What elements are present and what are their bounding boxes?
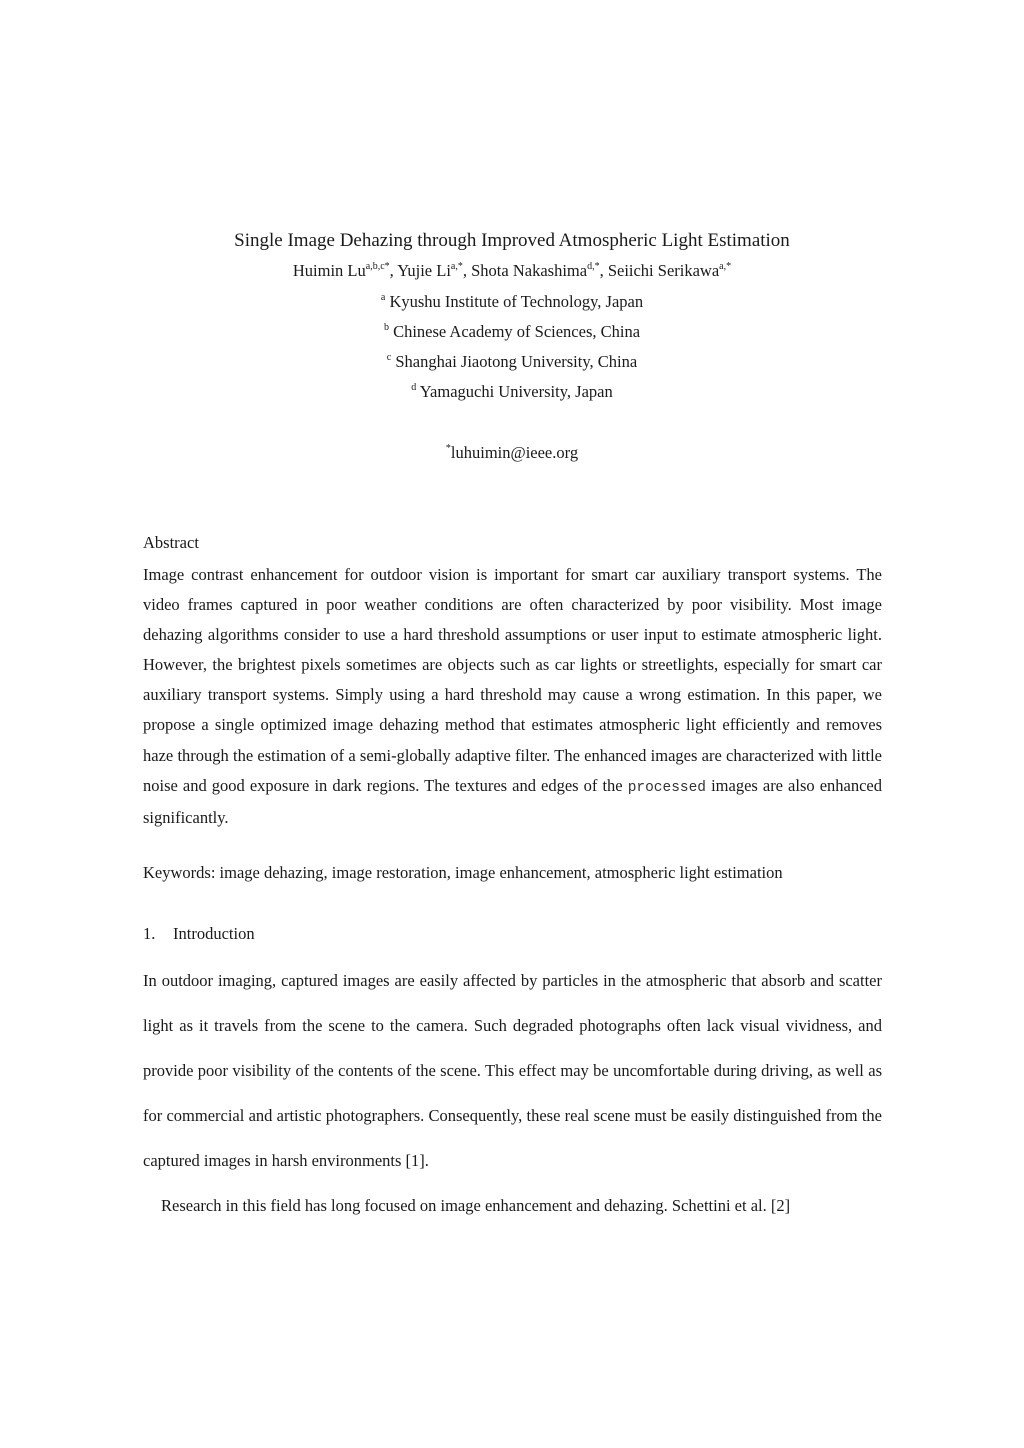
author-name: Shota Nakashima <box>471 261 588 280</box>
affiliation <box>0 292 1024 312</box>
abstract-mono-word: processed <box>627 779 707 796</box>
author-name: Seiichi Serikawa <box>607 261 720 280</box>
author-separator: , <box>389 261 398 280</box>
paper-title: Single Image Dehazing through Improved Atmospheric Light Estimation <box>234 230 790 251</box>
introduction-paragraph-1: In outdoor imaging, captured images are easily affected by particles in the atmospheric that absorb and scatter light as it travels from the scene to the camera. Such degraded photographs often lack visual vividness, and provide poor visibility of the contents of the scene. This effect may be uncomfortable during driving, as well as for commercial and artistic photographers. Consequently, these real scene must be easily distinguished from the captured images in harsh environments [1]. <box>143 971 882 1171</box>
author-separator: , <box>599 261 608 280</box>
author-name: Huimin Lu <box>292 261 366 280</box>
section-heading-introduction <box>143 924 882 944</box>
affiliation-mark: a <box>380 292 386 303</box>
author-affiliation-mark: a,b,c* <box>365 261 390 272</box>
author-name: Yujie Li <box>397 261 451 280</box>
section-number: 1. <box>143 924 156 943</box>
introduction-body <box>143 958 882 1229</box>
abstract-text-end: images are also enhanced significantly. <box>143 775 882 827</box>
affiliation-mark: d <box>411 382 417 393</box>
corresponding-email <box>0 443 1024 463</box>
abstract-heading: Abstract <box>143 533 199 552</box>
affiliation <box>0 322 1024 342</box>
keywords-line: Keywords: image dehazing, image restoration, image enhancement, atmospheric light estimation <box>143 863 783 882</box>
section-title: Introduction <box>173 924 255 943</box>
introduction-paragraph-2: Research in this field has long focused on image enhancement and dehazing. Schettini et al. [2] <box>161 1196 791 1216</box>
affiliation <box>0 382 1024 402</box>
author-affiliation-mark: a,* <box>450 261 463 272</box>
affiliation-text: Chinese Academy of Sciences, China <box>393 322 641 341</box>
affiliation-text: Yamaguchi University, Japan <box>419 382 613 401</box>
author-affiliation-mark: a,* <box>719 261 732 272</box>
affiliation-mark: b <box>383 322 389 333</box>
abstract-body <box>143 560 882 833</box>
abstract-text: Image contrast enhancement for outdoor vision is important for smart car auxiliary transport systems. The video frames captured in poor weather conditions are often characterized by poor visibility. Most image dehazing algorithms consider to use a hard threshold assumptions or user input to estimate atmospheric light. However, the brightest pixels sometimes are objects such as car lights or streetlights, especially for smart car auxiliary transport systems. Simply using a hard threshold may cause a wrong estimation. In this paper, we propose a single optimized image dehazing method that estimates atmospheric light efficiently and removes haze through the estimation of a semi-globally adaptive filter. The enhanced images are characterized with little noise and good exposure in dark regions. The textures and edges of the <box>143 565 882 795</box>
affiliation-text: Shanghai Jiaotong University, China <box>395 352 638 371</box>
affiliation-text: Kyushu Institute of Technology, Japan <box>389 292 644 311</box>
author-list <box>0 261 1024 281</box>
email-mark: * <box>445 443 451 454</box>
abstract-paragraph <box>143 560 882 833</box>
affiliation-mark: c <box>386 352 392 363</box>
email-address: luhuimin@ieee.org <box>450 443 579 462</box>
affiliation <box>0 352 1024 372</box>
author-separator: , <box>462 261 472 280</box>
author-affiliation-mark: d,* <box>587 261 600 272</box>
